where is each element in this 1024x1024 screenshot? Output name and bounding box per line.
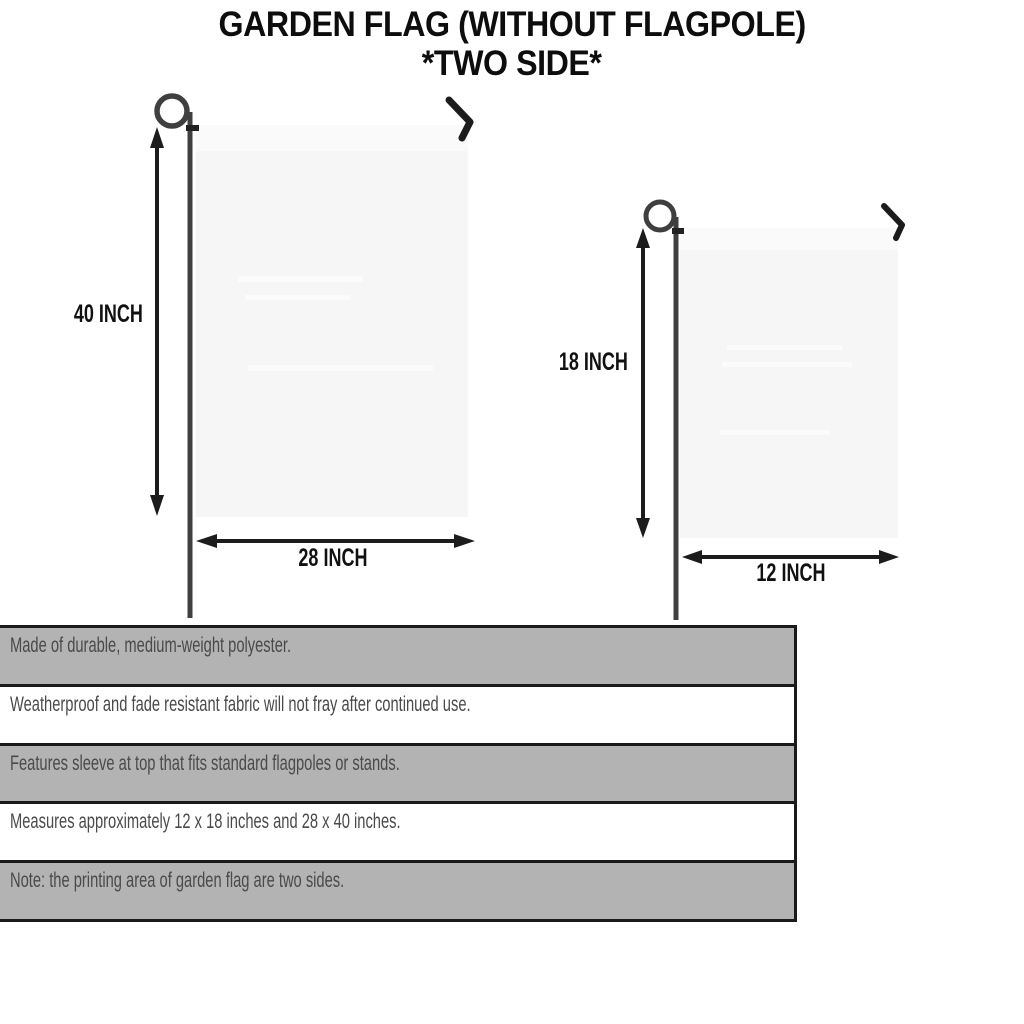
small-flag-height-arrow (636, 228, 650, 538)
feature-row-material: Made of durable, medium-weight polyester. (0, 628, 794, 687)
small-flag-ghost-mark (722, 362, 852, 367)
large-flag-diagram (150, 96, 475, 618)
small-flag-width-label: 12 INCH (756, 559, 826, 587)
large-flag-ghost-mark (245, 295, 350, 300)
feature-row-sleeve: Features sleeve at top that fits standard flagpoles or stands. (0, 746, 794, 805)
page-title-line2: *TWO SIDE* (422, 44, 602, 83)
small-flag-ghost-mark (720, 430, 830, 435)
large-flag-ghost-mark (248, 365, 433, 371)
features-table (0, 625, 797, 922)
large-flag-height-arrow (150, 127, 164, 516)
small-flag-ghost-mark (727, 345, 842, 350)
feature-row-note: Note: the printing area of garden flag are two sides. (0, 863, 794, 919)
small-flag-diagram (636, 202, 902, 620)
large-flag-width-label: 28 INCH (298, 544, 368, 572)
small-flagpole-loop-icon (646, 202, 674, 230)
large-flag-canvas (196, 125, 468, 517)
large-flag-ghost-mark (238, 276, 363, 282)
large-flag-height-label: 40 INCH (73, 300, 143, 328)
feature-row-weatherproof: Weatherproof and fade resistant fabric will not fray after continued use. (0, 687, 794, 746)
small-flag-sleeve (680, 228, 898, 250)
feature-row-measurements: Measures approximately 12 x 18 inches and 28 x 40 inches. (0, 804, 794, 863)
small-flag-canvas (680, 228, 898, 538)
page-title-line1: GARDEN FLAG (WITHOUT FLAGPOLE) (218, 5, 806, 44)
large-flag-sleeve (196, 125, 468, 151)
small-flag-height-label: 18 INCH (558, 348, 628, 376)
large-flagpole-loop-icon (157, 96, 187, 126)
